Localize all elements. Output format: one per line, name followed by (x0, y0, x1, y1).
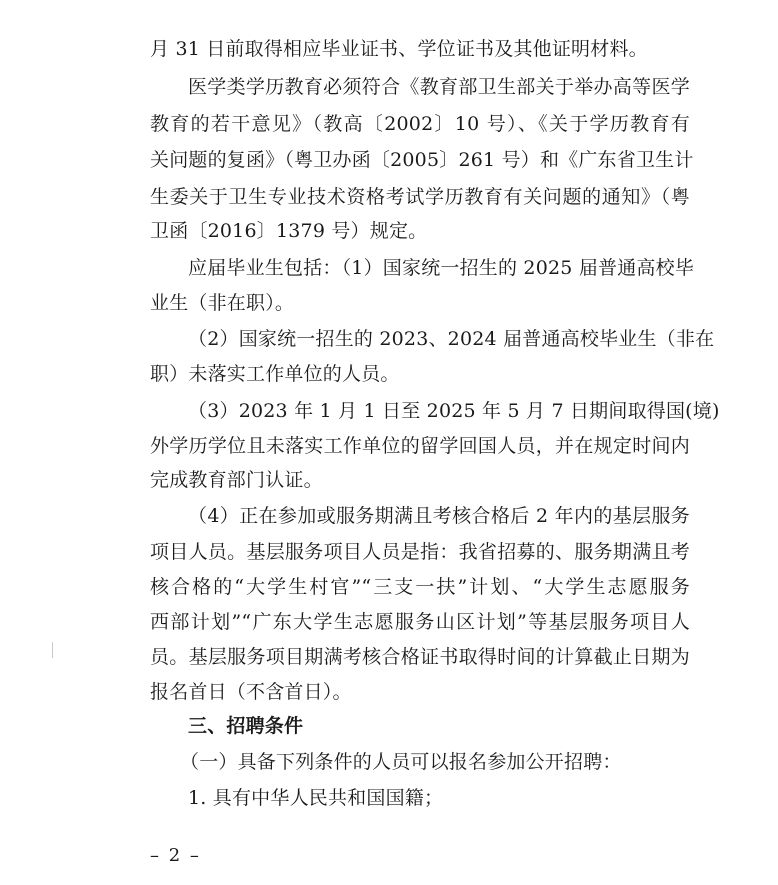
text-line: 教育的若干意见》（教高〔2002〕10 号）、《关于学历教育有 (150, 113, 690, 135)
text-line: 医学类学历教育必须符合《教育部卫生部关于举办高等医学 (188, 76, 690, 98)
text-line: 外学历学位且未落实工作单位的留学回国人员，并在规定时间内 (150, 435, 690, 457)
text-line: 完成教育部门认证。 (150, 469, 323, 491)
text-line: 应届毕业生包括：（1）国家统一招生的 2025 届普通高校毕 (188, 257, 695, 279)
text-line: 项目人员。基层服务项目人员是指：我省招募的、服务期满且考 (150, 541, 690, 563)
text-line: 生委关于卫生专业技术资格考试学历教育有关问题的通知》（粤 (150, 186, 690, 208)
text-line: 职）未落实工作单位的人员。 (150, 363, 400, 385)
text-line: 关问题的复函》（粤卫办函〔2005〕261 号）和《广东省卫生计 (150, 149, 694, 171)
text-line: （3）2023 年 1 月 1 日至 2025 年 5 月 7 日期间取得国(境) (188, 400, 720, 422)
section-heading: 三、招聘条件 (188, 715, 304, 737)
text-line: （2）国家统一招生的 2023、2024 届普通高校毕业生（非在 (188, 328, 715, 350)
text-line: （4）正在参加或服务期满且考核合格后 2 年内的基层服务 (188, 505, 690, 527)
text-line: 核合格的“大学生村官”“三支一扶”计划、“大学生志愿服务 (150, 576, 690, 598)
text-line: 员。基层服务项目期满考核合格证书取得时间的计算截止日期为 (150, 646, 690, 668)
text-line: 业生（非在职）。 (150, 292, 295, 314)
text-line: 报名首日（不含首日）。 (150, 681, 352, 703)
margin-mark (52, 642, 53, 658)
text-line: 月 31 日前取得相应毕业证书、学位证书及其他证明材料。 (150, 38, 648, 60)
list-item: 1. 具有中华人民共和国国籍； (188, 787, 444, 809)
text-line: 西部计划”“广东大学生志愿服务山区计划”等基层服务项目人 (150, 611, 690, 633)
subsection-heading: （一）具备下列条件的人员可以报名参加公开招聘： (180, 751, 622, 773)
text-line: 卫函〔2016〕1379 号）规定。 (150, 220, 428, 242)
page-number: – 2 – (150, 845, 201, 866)
